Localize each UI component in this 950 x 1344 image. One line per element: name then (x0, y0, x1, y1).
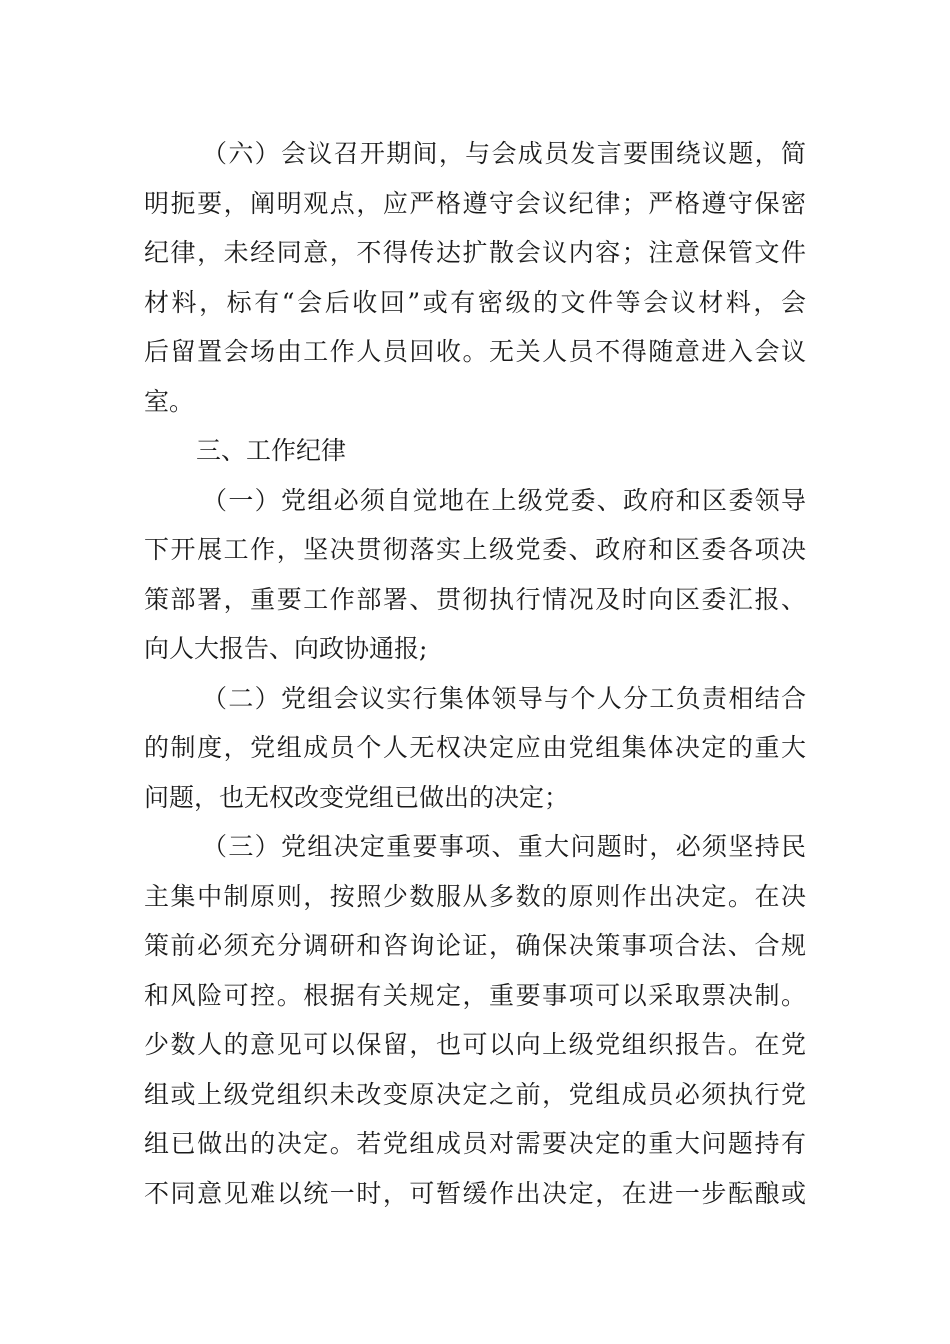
item-3-line-3: 策前必须充分调研和咨询论证，确保决策事项合法、合规 (144, 931, 806, 960)
item-3-line-7: 组已做出的决定。若党组成员对需要决定的重大问题持有 (144, 1129, 806, 1158)
item-3-line-5: 少数人的意见可以保留，也可以向上级党组织报告。在党 (144, 1030, 806, 1059)
paragraph-6-line-3: 纪律，未经同意，不得传达扩散会议内容；注意保管文件 (144, 238, 806, 267)
section-heading: 三、工作纪律 (196, 436, 347, 465)
paragraph-6-line-5: 后留置会场由工作人员回收。无关人员不得随意进入会议 (144, 337, 806, 366)
item-3-line-1: （三）党组决定重要事项、重大问题时，必须坚持民 (202, 832, 806, 861)
paragraph-6-line-1: （六）会议召开期间，与会成员发言要围绕议题，简 (202, 139, 806, 168)
item-1-line-1: （一）党组必须自觉地在上级党委、政府和区委领导 (202, 485, 806, 515)
item-2-line-1: （二）党组会议实行集体领导与个人分工负责相结合 (202, 683, 806, 713)
document-body (144, 129, 806, 1218)
item-3-line-6: 组或上级党组织未改变原决定之前，党组成员必须执行党 (144, 1079, 806, 1109)
item-2-line-2: 的制度，党组成员个人无权决定应由党组集体决定的重大 (144, 733, 806, 762)
paragraph-6-line-2: 明扼要，阐明观点，应严格遵守会议纪律；严格遵守保密 (144, 188, 806, 218)
item-2-line-3: 问题，也无权改变党组已做出的决定； (144, 782, 570, 812)
item-1-line-2: 下开展工作，坚决贯彻落实上级党委、政府和区委各项决 (144, 535, 806, 564)
paragraph-6-line-4: 材料，标有“会后收回”或有密级的文件等会议材料，会 (144, 287, 806, 317)
paragraph-6-line-6: 室。 (144, 386, 195, 416)
item-3-line-2: 主集中制原则，按照少数服从多数的原则作出决定。在决 (144, 881, 806, 911)
item-3-line-8: 不同意见难以统一时，可暂缓作出决定，在进一步酝酿或 (144, 1178, 806, 1208)
item-3-line-4: 和风险可控。根据有关规定，重要事项可以采取票决制。 (144, 980, 806, 1010)
item-1-line-3: 策部署，重要工作部署、贯彻执行情况及时向区委汇报、 (144, 584, 806, 614)
item-1-line-4: 向人大报告、向政协通报; (144, 634, 428, 663)
